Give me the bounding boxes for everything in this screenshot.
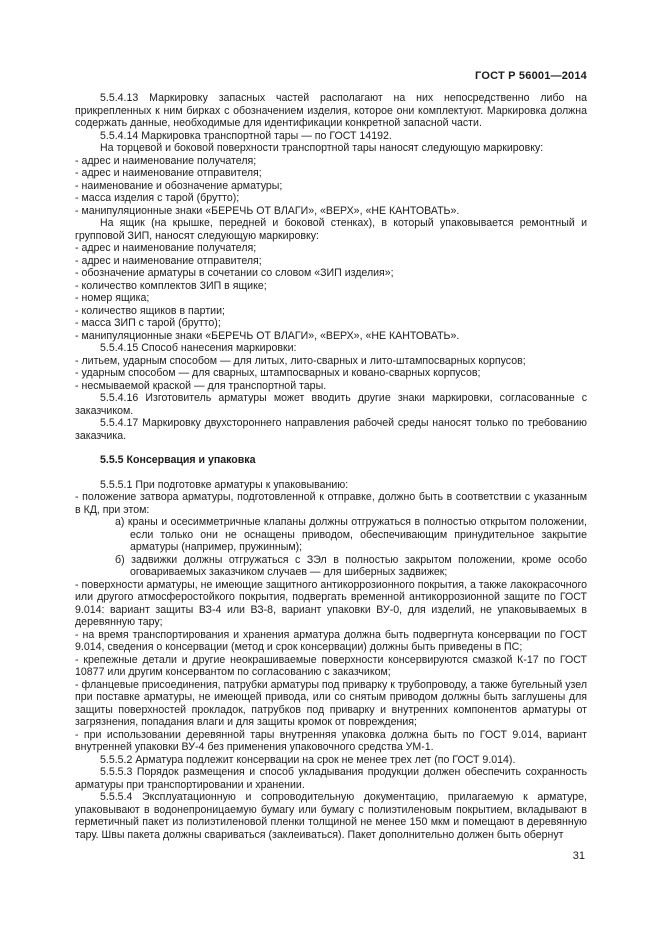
list-item: - наименование и обозначение арматуры; bbox=[75, 179, 283, 192]
list-item: - масса изделия с тарой (брутто); bbox=[75, 192, 240, 204]
page-number: 31 bbox=[572, 850, 585, 862]
list-item: - адрес и наименование получателя; bbox=[75, 154, 257, 167]
list-item: - количество комплектов ЗИП в ящике; bbox=[75, 279, 267, 292]
list-item: - несмываемой краской — для транспортной тары. bbox=[75, 379, 327, 392]
list-item: - литьем, ударным способом — для литых, лито-сварных и лито-штампосварных корпусов; bbox=[75, 354, 526, 367]
list-item: - обозначение арматуры в сочетании со словом «ЗИП изделия»; bbox=[75, 267, 394, 279]
paragraph: На торцевой и боковой поверхности транспортной тары наносят следующую маркировку: bbox=[100, 142, 544, 154]
paragraph: 5.5.4.17 Маркировку двухстороннего направления рабочей среды наносят только по требованию заказчика. bbox=[75, 417, 587, 442]
paragraph: 5.5.4.13 Маркировку запасных частей располагают на них непосредственно либо на прикрепленных к ним бирках с обозначением изделия, которое они комплектуют. Маркировка должна содержать данные, необходимые для идентификации конкретной запасной части. bbox=[75, 92, 587, 129]
list-item: - на время транспортирования и хранения арматура должна быть подвергнута консервации по ГОСТ 9.014, сведения о консервации (метод и срок консервации) должны быть приведены в ПС; bbox=[75, 628, 587, 653]
document-body bbox=[75, 92, 587, 841]
paragraph: 5.5.5.4 Эксплуатационную и сопроводительную документацию, прилагаемую к арматуре, упаковывают в водонепроницаемую бумагу или бумагу с полиэтиленовым покрытием, вкладывают в герметичный пакет из полиэтиленовой пленки толщиной не менее 150 мкм и помещают в деревянную тару. Швы пакета должны свариваться (заклеиваться). Пакет дополнительно должен быть обернут bbox=[75, 791, 587, 841]
list-item: - номер ящика; bbox=[75, 292, 150, 304]
list-item: - адрес и наименование получателя; bbox=[75, 242, 257, 254]
paragraph: 5.5.4.15 Способ нанесения маркировки: bbox=[100, 342, 297, 354]
list-item: - фланцевые присоединения, патрубки арматуры под приварку к трубопроводу, а также бугельный узел при поставке арматуры, не имеющей привода, или со снятым приводом должны быть заглушены для защиты поверхностей прокладок, патрубков под приварку и внутренних компонентов арматуры от загрязнения, попадания влаги и для защиты кромок от повреждения; bbox=[75, 678, 587, 728]
list-item: - крепежные детали и другие неокрашиваемые поверхности консервируются смазкой К-17 по ГОСТ 10877 или другим консервантом по согласованию с заказчиком; bbox=[75, 653, 587, 678]
alpha-list-item: а) краны и осесимметричные клапаны должны отгружаться в полностью открытом положении, если только они не оснащены приводом, обеспечивающим принудительное закрытие арматуры (например, пружинным); bbox=[115, 516, 587, 553]
paragraph: 5.5.5.2 Арматура подлежит консервации на срок не менее трех лет (по ГОСТ 9.014). bbox=[100, 753, 516, 766]
alpha-list-item: б) задвижки должны отгружаться с ЗЭл в полностью закрытом положении, кроме особо оговариваемых заказчиком случаев — для шиберных задвижек; bbox=[115, 553, 587, 578]
list-item: - адрес и наименование отправителя; bbox=[75, 167, 262, 179]
paragraph: 5.5.5.3 Порядок размещения и способ укладывания продукции должен обеспечить сохранность арматуры при транспортировании и хранении. bbox=[75, 766, 587, 791]
list-item: - при использовании деревянной тары внутренняя упаковка должна быть по ГОСТ 9.014, вариант внутренней упаковки ВУ-4 без применения упаковочного средства УМ-1. bbox=[75, 728, 587, 753]
list-item: - положение затвора арматуры, подготовленной к отправке, должно быть в соответствии с указанным в КД, при этом: bbox=[75, 491, 587, 516]
paragraph: 5.5.5.1 При подготовке арматуры к упаковыванию: bbox=[100, 478, 349, 491]
list-item: - адрес и наименование отправителя; bbox=[75, 254, 262, 267]
paragraph: На ящик (на крышке, передней и боковой стенках), в который упаковывается ремонтный и групповой ЗИП, наносят следующую маркировку: bbox=[75, 217, 587, 242]
section-heading: 5.5.5 Консервация и упаковка bbox=[100, 454, 256, 466]
paragraph: 5.5.4.16 Изготовитель арматуры может вводить другие знаки маркировки, согласованные с заказчиком. bbox=[75, 392, 587, 417]
list-item: - количество ящиков в партии; bbox=[75, 304, 225, 317]
list-item: - манипуляционные знаки «БЕРЕЧЬ ОТ ВЛАГИ», «ВЕРХ», «НЕ КАНТОВАТЬ». bbox=[75, 204, 460, 217]
list-item: - масса ЗИП с тарой (брутто); bbox=[75, 317, 221, 329]
paragraph: 5.5.4.14 Маркировка транспортной тары — по ГОСТ 14192. bbox=[100, 129, 392, 142]
list-item: - ударным способом — для сварных, штампосварных и ковано-сварных корпусов; bbox=[75, 367, 481, 379]
list-item: - поверхности арматуры, не имеющие защитного антикоррозионного покрытия, а также лакокрасочного или другого атмосферостойкого покрытия, подвергать временной антикоррозионной защите по ГОСТ 9.014: вариант защиты ВЗ-4 или ВЗ-8, вариант упаковки ВУ-0, для изделий, не упаковываемых в деревянную тару; bbox=[75, 578, 587, 628]
document-title-header: ГОСТ Р 56001—2014 bbox=[475, 70, 587, 82]
list-item: - манипуляционные знаки «БЕРЕЧЬ ОТ ВЛАГИ», «ВЕРХ», «НЕ КАНТОВАТЬ». bbox=[75, 329, 460, 342]
